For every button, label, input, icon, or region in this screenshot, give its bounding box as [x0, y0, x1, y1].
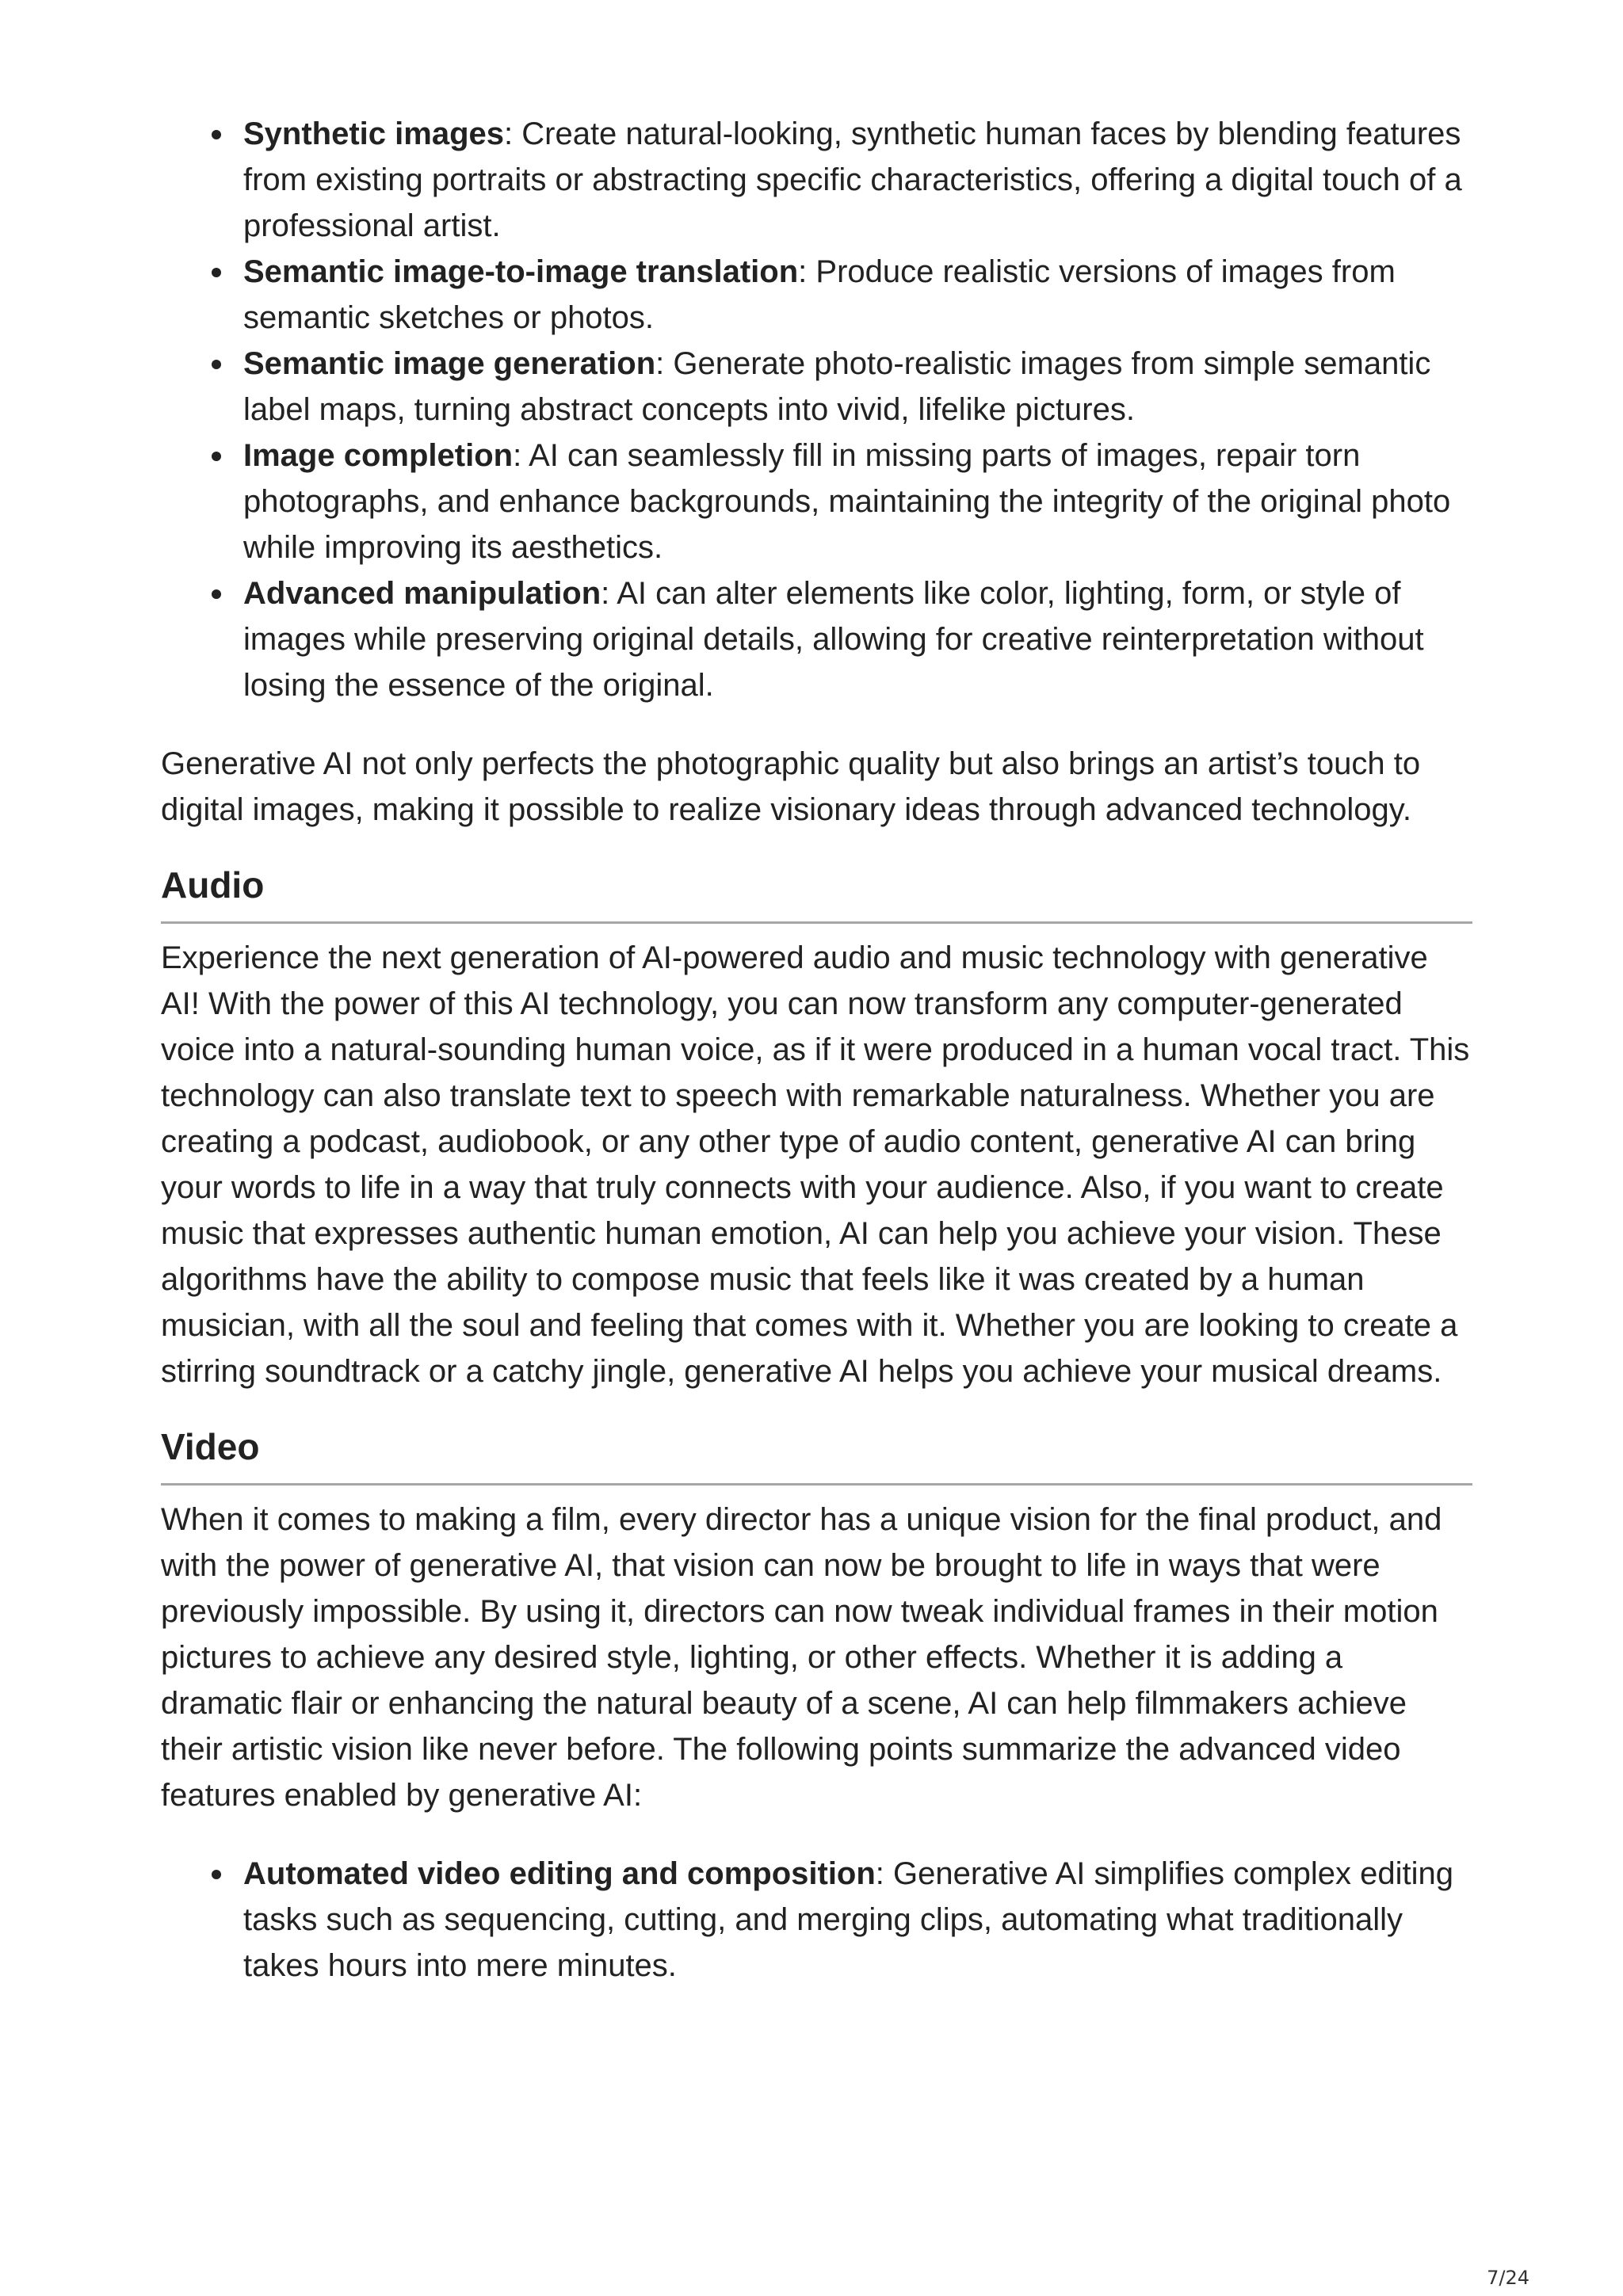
audio-heading: Audio	[161, 861, 1472, 924]
document-page	[161, 111, 1472, 1989]
list-item-term: Advanced manipulation	[243, 576, 601, 611]
list-item	[243, 433, 1472, 570]
video-heading: Video	[161, 1423, 1472, 1486]
video-features-list	[161, 1851, 1472, 1989]
list-item-desc: : Generative AI simplifies complex editing tasks such as sequencing, cutting, and merging clips, automating what traditionally takes hours into mere minutes.	[243, 1856, 1454, 1983]
list-item	[243, 341, 1472, 433]
list-item-desc: : AI can alter elements like color, lighting, form, or style of images while preserving original details, allowing for creative reinterpretation without losing the essence of the original.	[243, 576, 1424, 703]
page-number: 7/24	[1487, 2267, 1529, 2289]
list-item-term: Semantic image-to-image translation	[243, 254, 799, 289]
list-item-term: Image completion	[243, 438, 514, 473]
list-item-term: Synthetic images	[243, 116, 505, 151]
list-item-desc: : Produce realistic versions of images from semantic sketches or photos.	[243, 254, 1396, 335]
audio-paragraph: Experience the next generation of AI-powered audio and music technology with generative AI! With the power of this AI technology, you can now transform any computer-generated voice into a natural-sounding human voice, as if it were produced in a human vocal tract. This technology can also translate text to speech with remarkable naturalness. Whether you are creating a podcast, audiobook, or any other type of audio content, generative AI can bring your words to life in a way that truly connects with your audience. Also, if you want to create music that expresses authentic human emotion, AI can help you achieve your vision. These algorithms have the ability to compose music that feels like it was created by a human musician, with all the soul and feeling that comes with it. Whether you are looking to create a stirring soundtrack or a catchy jingle, generative AI helps you achieve your musical dreams.	[161, 940, 1470, 1389]
image-features-list	[161, 111, 1472, 708]
list-item-desc: : AI can seamlessly fill in missing parts of images, repair torn photographs, and enhance backgrounds, maintaining the integrity of the original photo while improving its aesthetics.	[243, 438, 1451, 565]
list-item	[243, 1851, 1472, 1989]
image-summary-paragraph: Generative AI not only perfects the photographic quality but also brings an artist’s touch to digital images, making it possible to realize visionary ideas through advanced technology.	[161, 746, 1421, 827]
list-item	[243, 111, 1472, 249]
list-item-desc: : Create natural-looking, synthetic human faces by blending features from existing portraits or abstracting specific characteristics, offering a digital touch of a professional artist.	[243, 116, 1462, 243]
list-item-term: Automated video editing and composition	[243, 1856, 876, 1891]
list-item-term: Semantic image generation	[243, 346, 656, 381]
list-item	[243, 249, 1472, 341]
list-item-desc: : Generate photo-realistic images from simple semantic label maps, turning abstract concepts into vivid, lifelike pictures.	[243, 346, 1431, 427]
video-paragraph: When it comes to making a film, every director has a unique vision for the final product, and with the power of generative AI, that vision can now be brought to life in ways that were previously impossible. By using it, directors can now tweak individual frames in their motion pictures to achieve any desired style, lighting, or other effects. Whether it is adding a dramatic flair or enhancing the natural beauty of a scene, AI can help filmmakers achieve their artistic vision like never before. The following points summarize the advanced video features enabled by generative AI:	[161, 1502, 1442, 1813]
list-item	[243, 570, 1472, 708]
